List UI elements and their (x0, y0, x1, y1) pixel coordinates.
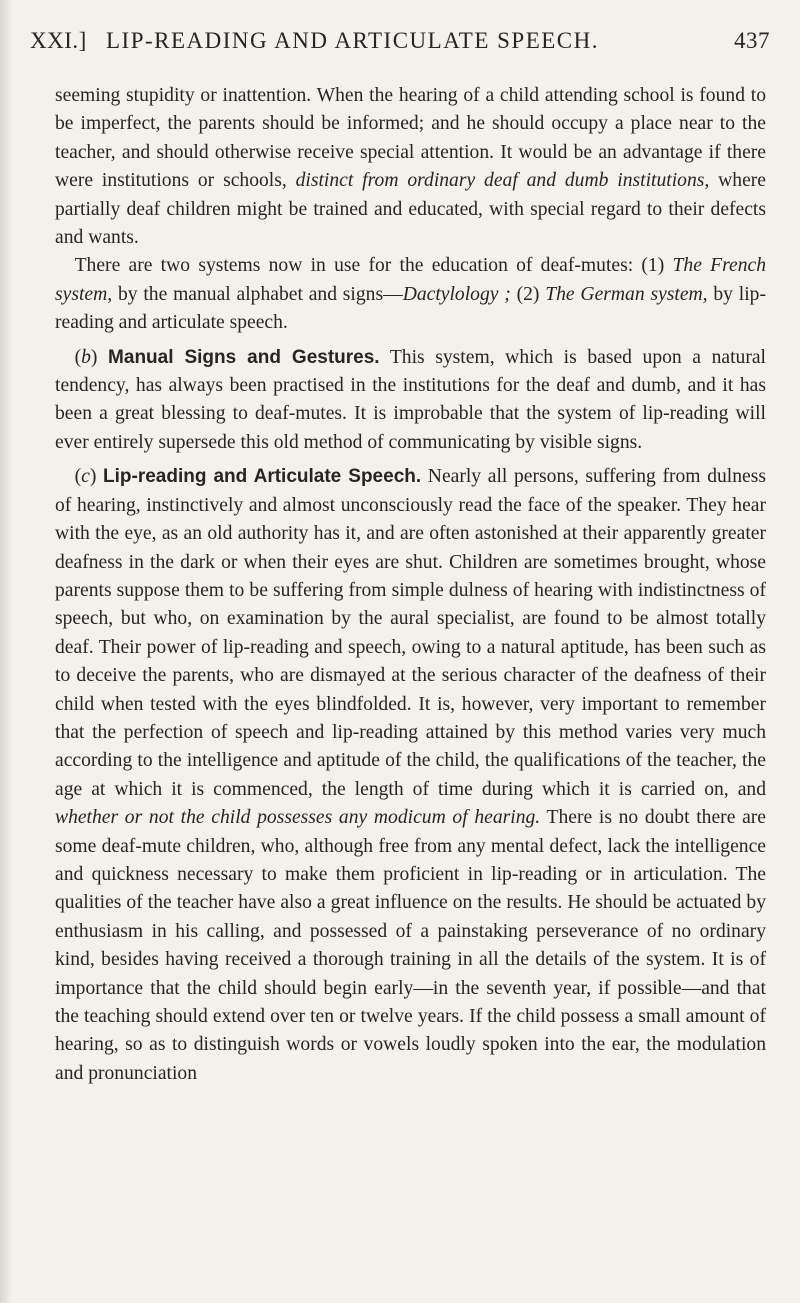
paragraph-lip-reading: (c) Lip-reading and Articulate Speech. Nearly all persons, suffering from dulness of hearing, instinctively and almost unconsciously read the face of the speaker. They hear with the eye, as an old authority has it, and are often astonished at their apparently greater deafness in the dark or when their eyes are shut. Children are sometimes brought, whose parents suppose them to be suffering from simple dulness of hearing with indistinctness of speech, but who, on examination by the aural specialist, are found to be almost totally deaf. Their power of lip-reading and speech, owing to a natural aptitude, has been such as to deceive the parents, who are dismayed at the serious character of the deafness of their child when tested with the eyes blindfolded. It is, however, very important to remember that the perfection of speech and lip-reading attained by this method varies very much according to the intelligence and aptitude of the child, the qualifications of the teacher, the age at which it is commenced, the length of time during which it is carried on, and whether or not the child possesses any modicum of hearing. There is no doubt there are some deaf-mute children, who, although free from any mental defect, lack the intelligence and quickness necessary to make them proficient in lip-reading or in articulation. The qualities of the teacher have also a great influence on the results. He should be actuated by enthusiasm in his calling, and possessed of a painstaking perseverance of no ordinary kind, besides having received a thorough training in all the details of the system. It is of importance that the child should begin early—in the seventh year, if possible—and that the teaching should extend over ten or twelve years. If the child possess a small amount of hearing, so as to distinguish words or vowels loudly spoken into the ear, the modulation and pronunciation (55, 466, 766, 1084)
paragraph-two-systems: There are two systems now in use for the education of deaf-mutes: (1) The French system, by the manual alphabet and signs—Dactylology ; (2) The German system, by lip-reading and articulate speech. (55, 255, 766, 334)
section-label: c (81, 466, 90, 488)
running-head (30, 28, 770, 62)
binding-shadow (0, 0, 12, 1303)
page-number: 437 (734, 28, 770, 53)
emphasis: The French system, (55, 255, 766, 305)
emphasis: whether or not the child possesses any modicum of hearing. (55, 807, 541, 829)
paragraph-manual-signs: (b) Manual Signs and Gestures. This system, which is based upon a natural tendency, has always been practised in the institutions for the deaf and dumb, and it has been a great blessing to deaf-mutes. It is improbable that the system of lip-reading will ever entirely supersede this old method of communicating by visible signs. (55, 346, 766, 453)
section-heading: Lip-reading and Articulate Speech. (103, 466, 422, 488)
emphasis: distinct from ordinary deaf and dumb institutions, (295, 170, 710, 192)
section-label: b (81, 346, 91, 368)
section-heading: Manual Signs and Gestures. (108, 346, 380, 368)
body-text (55, 82, 766, 1088)
emphasis: Dactylology ; (402, 283, 511, 305)
paragraph-continuation: seeming stupidity or inattention. When the hearing of a child attending school is found to be imperfect, the parents should be informed; and he should occupy a place near to the teacher, and should otherwise receive special attention. It would be an advantage if there were institutions or schools, distinct from ordinary deaf and dumb institutions, where partially deaf children might be trained and educated, with special regard to their defects and wants. (55, 85, 767, 249)
chapter-number: XXI.] (30, 28, 87, 53)
emphasis: The German system, (545, 283, 708, 305)
running-title: LIP-READING AND ARTICULATE SPEECH. (106, 28, 600, 53)
